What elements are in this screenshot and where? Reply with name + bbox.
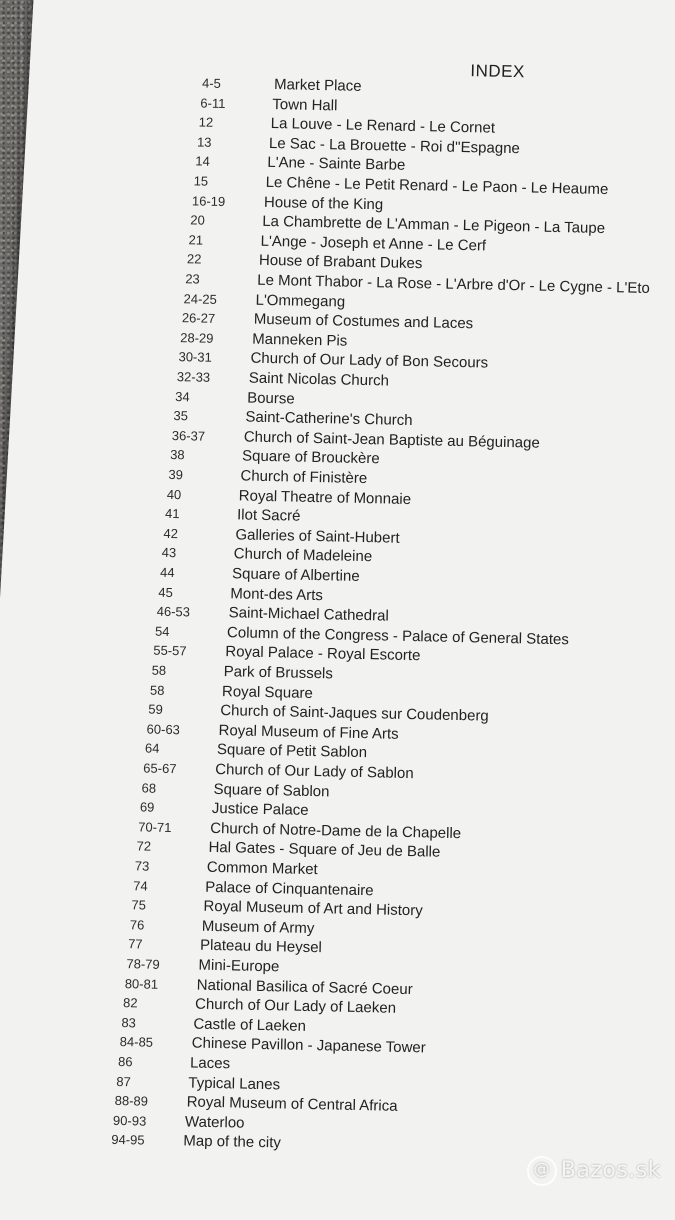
entry-page: 13 — [197, 132, 212, 152]
entry-name: L'Ange - Joseph et Anne - Le Cerf — [260, 232, 486, 257]
entry-page: 65-67 — [143, 758, 177, 779]
entry-name: Park of Brussels — [223, 662, 333, 684]
entry-page: 86 — [118, 1052, 133, 1072]
entry-name: Mont-des Arts — [230, 584, 323, 606]
entry-name: Square of Brouckère — [242, 447, 380, 470]
entry-page: 22 — [187, 250, 202, 270]
entry-name: Church of Our Lady of Sablon — [215, 760, 414, 784]
entry-page: 43 — [162, 543, 177, 563]
entry-name: Galleries of Saint-Hubert — [235, 525, 400, 548]
entry-page: 20 — [190, 211, 205, 231]
entry-name: Museum of Costumes and Laces — [254, 310, 474, 335]
entry-name: Church of Saint-Jean Baptiste au Béguinage — [244, 427, 540, 453]
entry-name: Square of Albertine — [232, 564, 360, 587]
entry-name: Market Place — [274, 75, 362, 97]
entry-page: 42 — [163, 524, 178, 544]
entry-name: Typical Lanes — [188, 1073, 280, 1095]
entry-page: 83 — [121, 1013, 136, 1033]
entry-page: 75 — [131, 895, 146, 915]
entry-name: House of Brabant Dukes — [259, 251, 423, 274]
entry-page: 77 — [128, 935, 143, 955]
entry-page: 80-81 — [125, 974, 159, 995]
entry-page: 72 — [136, 837, 151, 857]
entry-page: 70-71 — [138, 817, 172, 838]
entry-page: 58 — [151, 661, 166, 681]
entry-name: Le Mont Thabor - La Rose - L'Arbre d'Or - Le Cygne - L'Eto — [257, 271, 650, 299]
entry-page: 60-63 — [146, 719, 180, 740]
entry-name: Palace of Cinquantenaire — [205, 877, 374, 901]
entry-page: 30-31 — [178, 348, 212, 369]
entry-name: Royal Museum of Central Africa — [186, 1093, 397, 1117]
entry-name: Plateau du Heysel — [200, 936, 322, 959]
watermark-text: Bazos.sk — [561, 1158, 661, 1183]
entry-name: Church of Our Lady of Laeken — [195, 995, 396, 1019]
watermark — [527, 1156, 661, 1186]
index-title: INDEX — [470, 61, 525, 82]
entry-page: 24-25 — [183, 289, 217, 310]
entry-name: L'Ane - Sainte Barbe — [267, 153, 405, 176]
entry-page: 35 — [173, 406, 188, 426]
entry-page: 4-5 — [202, 74, 221, 94]
entry-page: 34 — [175, 387, 190, 407]
entry-page: 40 — [167, 484, 182, 504]
entry-page: 88-89 — [114, 1091, 148, 1112]
entry-page: 90-93 — [113, 1111, 147, 1132]
entry-name: Manneken Pis — [252, 329, 347, 351]
entry-page: 15 — [193, 171, 208, 191]
entry-page: 78-79 — [126, 954, 160, 975]
entry-name: Ilot Sacré — [237, 506, 301, 527]
entry-page: 58 — [150, 680, 165, 700]
at-icon: @ — [527, 1156, 557, 1186]
entry-page: 36-37 — [172, 426, 206, 447]
entry-page: 54 — [155, 621, 170, 641]
entry-name: Map of the city — [183, 1132, 281, 1154]
entry-name: Column of the Congress - Palace of General States — [227, 623, 569, 650]
entry-name: Royal Theatre of Monnaie — [239, 486, 412, 510]
entry-name: Common Market — [207, 858, 318, 880]
entry-name: House of the King — [264, 192, 384, 214]
entry-page: 21 — [188, 230, 203, 250]
entry-page: 59 — [148, 700, 163, 720]
entry-name: National Basilica of Sacré Coeur — [197, 975, 413, 1000]
entry-page: 94-95 — [111, 1130, 145, 1151]
entry-page: 14 — [195, 152, 210, 172]
entry-page: 32-33 — [177, 367, 211, 388]
entry-page: 46-53 — [156, 602, 190, 623]
entry-name: Square of Sablon — [213, 780, 329, 802]
entry-page: 28-29 — [180, 328, 214, 349]
entry-page: 38 — [170, 445, 185, 465]
entry-page: 55-57 — [153, 641, 187, 662]
entry-page: 39 — [168, 465, 183, 485]
entry-page: 6-11 — [200, 93, 225, 114]
entry-name: Royal Museum of Art and History — [203, 897, 423, 922]
entry-name: Saint-Catherine's Church — [245, 408, 412, 431]
entry-name: Hal Gates - Square of Jeu de Balle — [208, 838, 440, 863]
entry-name: La Louve - Le Renard - Le Cornet — [270, 114, 495, 139]
entry-name: Church of Finistère — [240, 466, 367, 489]
entry-page: 87 — [116, 1072, 131, 1092]
entry-name: Bourse — [247, 388, 295, 409]
entry-page: 68 — [141, 778, 156, 798]
entry-name: Justice Palace — [212, 799, 309, 821]
entry-name: La Chambrette de L'Amman - Le Pigeon - La Taupe — [262, 212, 605, 239]
entry-page: 69 — [140, 798, 155, 818]
entry-name: Castle of Laeken — [193, 1014, 306, 1036]
entry-name: Royal Museum of Fine Arts — [218, 721, 398, 745]
entry-name: Chinese Pavillon - Japanese Tower — [192, 1034, 426, 1059]
entry-name: Square of Petit Sablon — [217, 740, 367, 763]
entry-name: Le Chêne - Le Petit Renard - Le Paon - Le Heaume — [265, 173, 608, 200]
index-content — [8, 0, 675, 1220]
entry-page: 26-27 — [182, 308, 216, 329]
entry-name: Saint Nicolas Church — [249, 369, 389, 392]
entry-page: 45 — [158, 582, 173, 602]
entry-name: L'Ommegang — [255, 290, 345, 312]
entry-name: Church of Our Lady of Bon Secours — [250, 349, 488, 374]
entry-name: Church of Notre-Dame de la Chapelle — [210, 819, 461, 844]
entry-name: Royal Palace - Royal Escorte — [225, 643, 420, 667]
entry-page: 12 — [199, 113, 214, 133]
entry-name: Church of Madeleine — [234, 545, 373, 568]
entry-name: Royal Square — [222, 682, 313, 704]
entry-page: 73 — [135, 856, 150, 876]
entry-name: Museum of Army — [202, 917, 315, 939]
entry-page: 74 — [133, 876, 148, 896]
entry-name: Mini-Europe — [198, 956, 279, 978]
entry-page: 16-19 — [192, 191, 226, 212]
entry-name: Town Hall — [272, 95, 337, 116]
entry-page: 76 — [130, 915, 145, 935]
entry-page: 84-85 — [120, 1032, 154, 1053]
entry-page: 44 — [160, 563, 175, 583]
entry-page: 64 — [145, 739, 160, 759]
entry-page: 41 — [165, 504, 180, 524]
entry-name: Saint-Michael Cathedral — [228, 603, 388, 626]
entry-name: Le Sac - La Brouette - Roi d''Espagne — [269, 134, 520, 159]
entry-name: Waterloo — [185, 1112, 245, 1133]
entry-page: 82 — [123, 993, 138, 1013]
entry-name: Church of Saint-Jaques sur Coudenberg — [220, 701, 489, 727]
entry-page: 23 — [185, 269, 200, 289]
entry-name: Laces — [190, 1054, 230, 1075]
